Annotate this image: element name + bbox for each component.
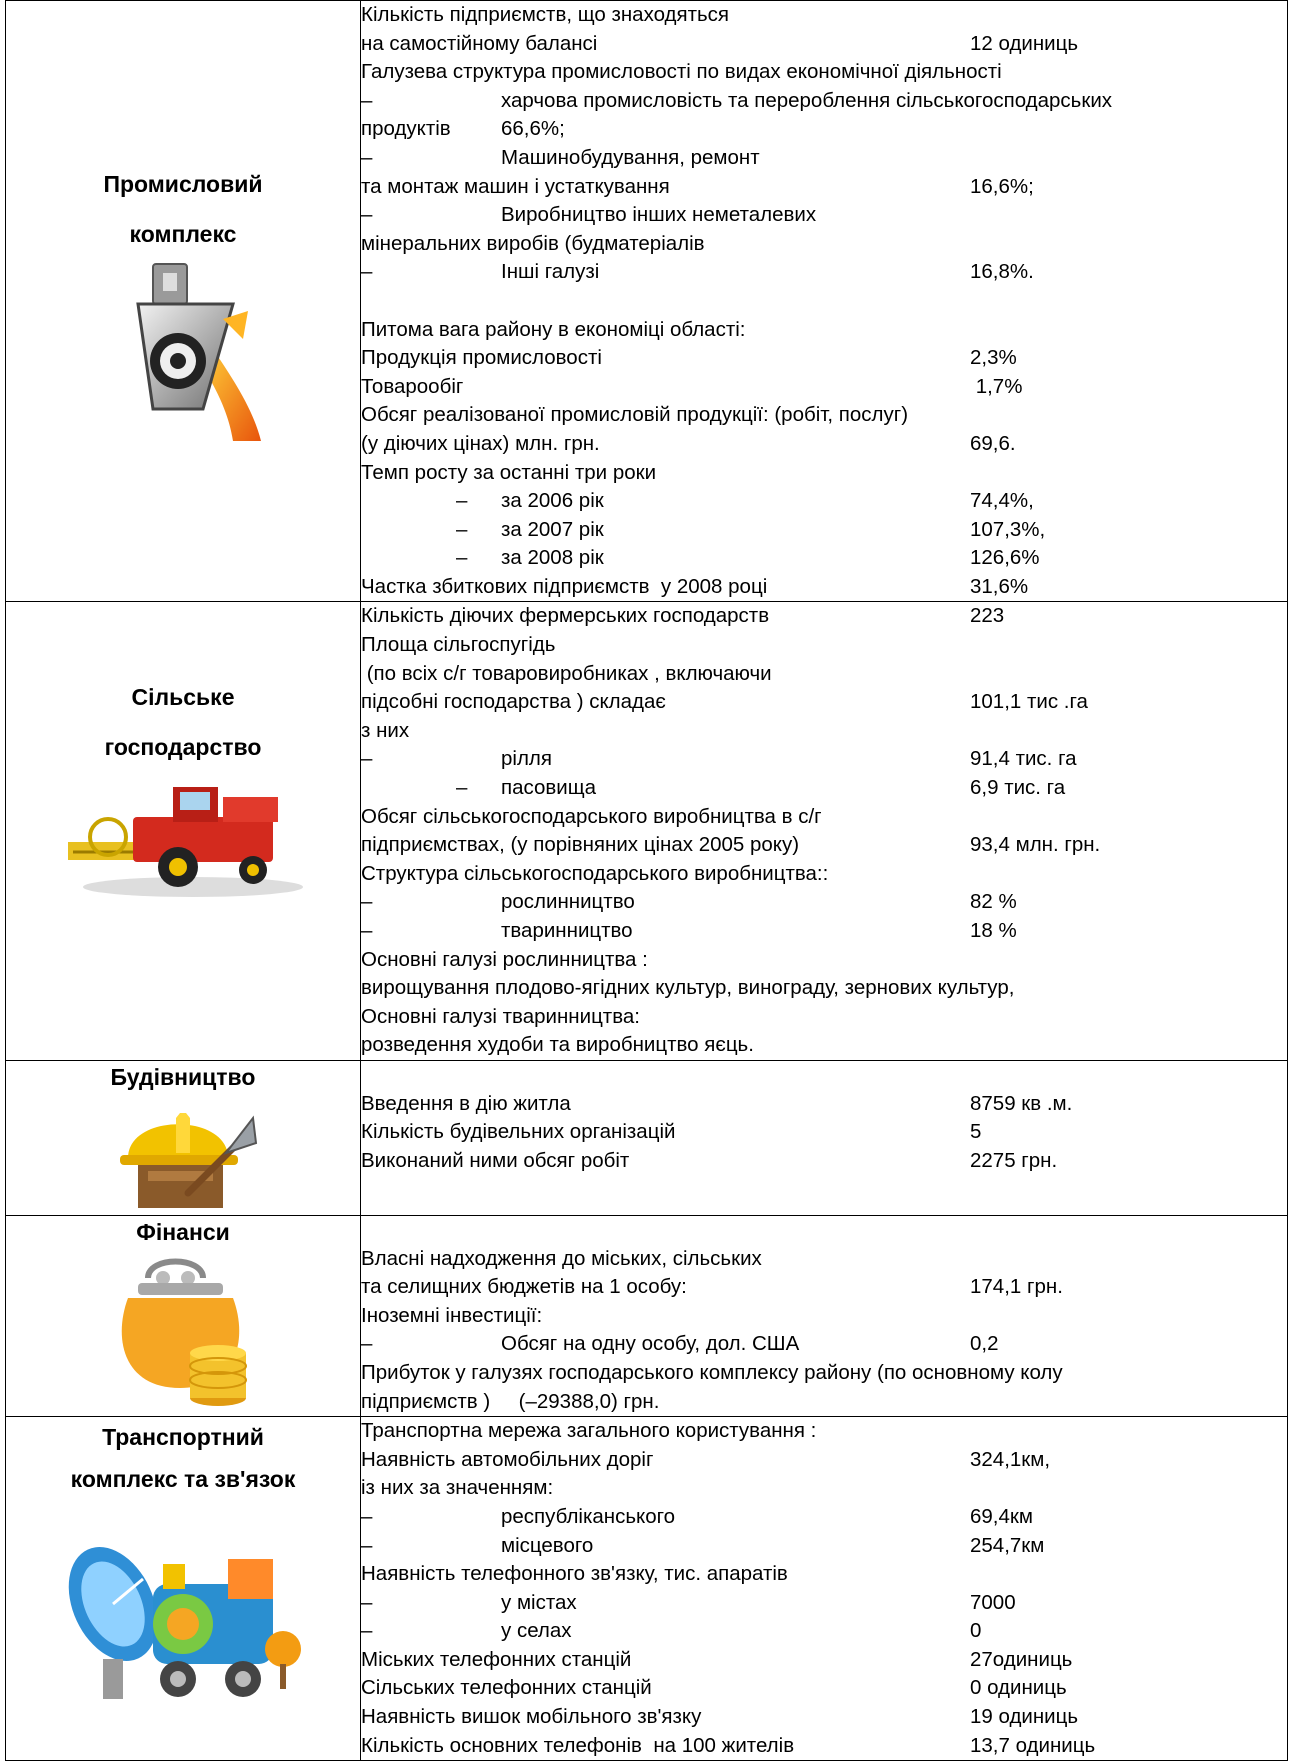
section-title-cell (6, 1, 361, 602)
content-line: – у містах 7000 (361, 1590, 1016, 1614)
content-line: Іноземні інвестиції: (361, 1303, 543, 1327)
content-line: розведення худоби та виробництво яєць. (361, 1033, 754, 1057)
purse-coins-icon (108, 1248, 258, 1408)
content-line: Темп росту за останні три роки (361, 460, 657, 484)
content-line: Наявність вишок мобільного зв'язку 19 одиниць (361, 1705, 1079, 1729)
content-line: мінеральних виробів (будматеріалів (361, 231, 705, 255)
section-title-line: Сільське (131, 684, 235, 711)
content-line: – пасовища 6,9 тис. га (456, 776, 1066, 800)
content-line: – за 2006 рік 74,4%, (456, 489, 1034, 513)
content-line: Прибуток у галузях господарського комплексу району (по основному колу (361, 1360, 1063, 1384)
section-title-line: господарство (104, 734, 262, 761)
content-line: підсобні господарства ) складає 101,1 тис .га (361, 690, 1088, 714)
content-line: продуктів 66,6%; (361, 117, 565, 141)
content-line: – Обсяг на одну особу, дол. США 0,2 (361, 1332, 999, 1356)
content-line: – місцевого 254,7км (361, 1533, 1045, 1557)
content-line: Продукція промисловості 2,3% (361, 346, 1017, 370)
section-title-line: Промисловий (103, 171, 263, 197)
ladle-pouring-icon (83, 259, 283, 449)
content-line: Введення в дію житла 8759 кв .м. (361, 1091, 1073, 1115)
content-line: – Машинобудування, ремонт (361, 145, 760, 169)
content-line: – Інші галузі 16,8%. (361, 260, 1034, 284)
section-content-cell (361, 602, 1288, 1061)
content-line: Власні надходження до міських, сільських (361, 1246, 762, 1270)
content-line: Кількість основних телефонів на 100 жителів 13,7 одиниць (361, 1733, 1096, 1757)
content-line (361, 287, 1287, 316)
content-line: підприємств ) (–29388,0) грн. (361, 1389, 660, 1413)
content-line: – тваринництво 18 % (361, 919, 1017, 942)
content-line: Міських телефонних станцій 27одиниць (361, 1647, 1073, 1671)
content-line: Галузева структура промисловості по видах економічної діяльності (361, 60, 1002, 84)
content-line: Транспортна мережа загального користування : (361, 1419, 817, 1443)
section-content-cell (361, 1060, 1288, 1215)
content-line (361, 1175, 1287, 1204)
section-title-line: Будівництво (110, 1063, 256, 1090)
content-line: Основні галузі рослинництва : (361, 947, 648, 971)
content-line: на самостійному балансі 12 одиниць (361, 31, 1079, 55)
section-industry (6, 1, 1288, 602)
section-title-line: Транспортний (102, 1424, 264, 1451)
section-agriculture (6, 602, 1288, 1061)
content-line: із них за значенням: (361, 1476, 554, 1500)
section-construction (6, 1060, 1288, 1215)
section-title-line: комплекс (129, 221, 237, 247)
content-line (361, 1061, 1287, 1090)
content-line: Кількість діючих фермерських господарств 223 (361, 604, 1005, 628)
content-line: вирощування плодово-ягідних культур, винограду, зернових культур, (361, 976, 1015, 1000)
content-line: – Виробництво інших неметалевих (361, 203, 817, 227)
content-line: Частка збиткових підприємств у 2008 році 31,6% (361, 574, 1029, 598)
content-line: – рослинництво 82 % (361, 890, 1017, 914)
section-content-cell (361, 1, 1288, 602)
content-line: Кількість підприємств, що знаходяться (361, 3, 730, 26)
content-line: Товарообіг 1,7% (361, 374, 1023, 398)
content-line: – за 2007 рік 107,3%, (456, 517, 1046, 541)
content-line: (по всіх с/г товаровиробниках , включаючи (361, 661, 772, 685)
content-line: Питома вага району в економіці області: (361, 317, 746, 341)
content-line: – у селах 0 (361, 1619, 982, 1643)
section-transport (6, 1417, 1288, 1761)
content-line: Обсяг реалізованої промисловій продукції: (робіт, послуг) (361, 403, 909, 427)
content-line: (у діючих цінах) млн. грн. 69,6. (361, 431, 1016, 455)
section-title-cell (6, 1060, 361, 1215)
content-line: Основні галузі тваринництва: (361, 1004, 640, 1028)
satellite-train-icon (58, 1519, 308, 1709)
economy-table (5, 0, 1288, 1761)
combine-harvester-icon (63, 772, 303, 902)
content-line: Площа сільгоспугідь (361, 633, 556, 657)
content-line: Наявність телефонного зв'язку, тис. апаратів (361, 1562, 788, 1586)
section-title-cell (6, 1215, 361, 1416)
content-line: Обсяг сільськогосподарського виробництва в с/г (361, 804, 822, 828)
content-line: Структура сільськогосподарського виробництва:: (361, 861, 829, 885)
content-line: – рілля 91,4 тис. га (361, 747, 1077, 771)
content-line: Кількість будівельних організацій 5 (361, 1120, 982, 1144)
section-title-cell (6, 1417, 361, 1761)
section-finance (6, 1215, 1288, 1416)
content-line: Виконаний ними обсяг робіт 2275 грн. (361, 1148, 1058, 1172)
content-line: – за 2008 рік 126,6% (456, 546, 1040, 570)
content-line: – харчова промисловість та перероблення сільськогосподарських (361, 88, 1113, 112)
content-line: підприємствах, (у порівняних цінах 2005 року) 93,4 млн. грн. (361, 833, 1101, 857)
section-title-cell (6, 602, 361, 1061)
content-line: з них (361, 718, 410, 742)
section-content-cell (361, 1215, 1288, 1416)
content-line: Сільських телефонних станцій 0 одиниць (361, 1676, 1067, 1700)
content-line: Наявність автомобільних доріг 324,1км, (361, 1447, 1051, 1471)
hard-hat-trowel-icon (108, 1093, 258, 1211)
content-line: та монтаж машин і устаткування 16,6%; (361, 174, 1034, 198)
section-content-cell (361, 1417, 1288, 1761)
content-line (361, 1216, 1287, 1245)
section-title-line: Фінанси (136, 1218, 230, 1245)
content-line: – республіканського 69,4км (361, 1504, 1033, 1528)
content-line: та селищних бюджетів на 1 особу: 174,1 грн. (361, 1275, 1063, 1299)
section-title-line: комплекс та зв'язок (70, 1466, 296, 1493)
